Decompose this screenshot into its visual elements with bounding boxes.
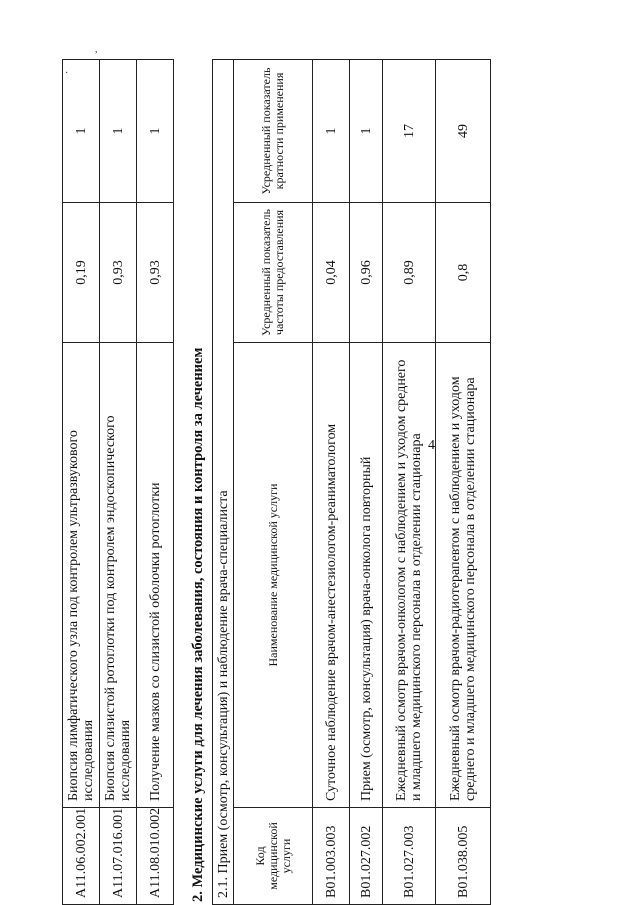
multiplicity-value: 1 xyxy=(313,59,350,202)
table-title-row xyxy=(213,59,234,904)
service-code: B01.027.002 xyxy=(350,808,383,905)
scan-dot: · xyxy=(65,68,69,79)
frequency-value: 0,89 xyxy=(383,203,436,343)
frequency-value: 0,19 xyxy=(63,203,100,343)
service-code: B01.038.005 xyxy=(436,808,491,905)
frequency-value: 0,04 xyxy=(313,203,350,343)
table-row xyxy=(63,60,100,905)
rotated-page-content xyxy=(62,60,594,905)
subsection-title: 2.1. Прием (осмотр, консультация) и наблюдение врача-специалиста xyxy=(213,59,234,904)
service-name: Биопсия слизистой ротоглотки под контролем эндоскопического исследования xyxy=(100,343,137,808)
specialist-consultation-table xyxy=(212,59,491,905)
service-name: Ежедневный осмотр врачом-онкологом с наблюдением и уходом среднего и младшего медицинского персонала в отделении стационара xyxy=(383,343,436,808)
service-code: A11.06.002.001 xyxy=(63,808,100,905)
multiplicity-value: 1 xyxy=(63,60,100,203)
service-name: Ежедневный осмотр врачом-радиотерапевтом с наблюдением и уходом среднего и младшего медицинского персонала в отделении стационара xyxy=(436,343,491,808)
multiplicity-value: 1 xyxy=(137,60,174,203)
multiplicity-value: 1 xyxy=(350,59,383,202)
multiplicity-value: 1 xyxy=(100,60,137,203)
header-multiplicity: Усредненный показатель кратности применения xyxy=(234,59,313,202)
header-frequency: Усредненный показатель частоты предоставления xyxy=(234,203,313,343)
table-row xyxy=(383,59,436,904)
header-name: Наименование медицинской услуги xyxy=(234,343,313,808)
frequency-value: 0,96 xyxy=(350,203,383,343)
frequency-value: 0,93 xyxy=(100,203,137,343)
service-code: A11.07.016.001 xyxy=(100,808,137,905)
multiplicity-value: 49 xyxy=(436,59,491,202)
header-code: Код медицинской услуги xyxy=(234,808,313,905)
services-table-continued xyxy=(62,59,174,905)
frequency-value: 0,8 xyxy=(436,203,491,343)
table-header-row xyxy=(234,59,313,904)
service-code: B01.027.003 xyxy=(383,808,436,905)
service-code: B01.003.003 xyxy=(313,808,350,905)
scan-dot: , xyxy=(95,44,98,55)
section-heading: 2. Медицинские услуги для лечения заболевания, состояния и контроля за лечением xyxy=(190,347,206,902)
service-name: Получение мазков со слизистой оболочки ротоглотки xyxy=(137,343,174,808)
table-row xyxy=(313,59,350,904)
page-number: 4 xyxy=(428,438,435,453)
multiplicity-value: 17 xyxy=(383,59,436,202)
table-row xyxy=(137,60,174,905)
service-name: Прием (осмотр, консультация) врача-онколога повторный xyxy=(350,343,383,808)
table-row xyxy=(100,60,137,905)
service-name: Суточное наблюдение врачом-анестезиологом-реаниматологом xyxy=(313,343,350,808)
table-row xyxy=(436,59,491,904)
service-name: Биопсия лимфатического узла под контролем ультразвукового исследования xyxy=(63,343,100,808)
service-code: A11.08.010.002 xyxy=(137,808,174,905)
frequency-value: 0,93 xyxy=(137,203,174,343)
table-row xyxy=(350,59,383,904)
